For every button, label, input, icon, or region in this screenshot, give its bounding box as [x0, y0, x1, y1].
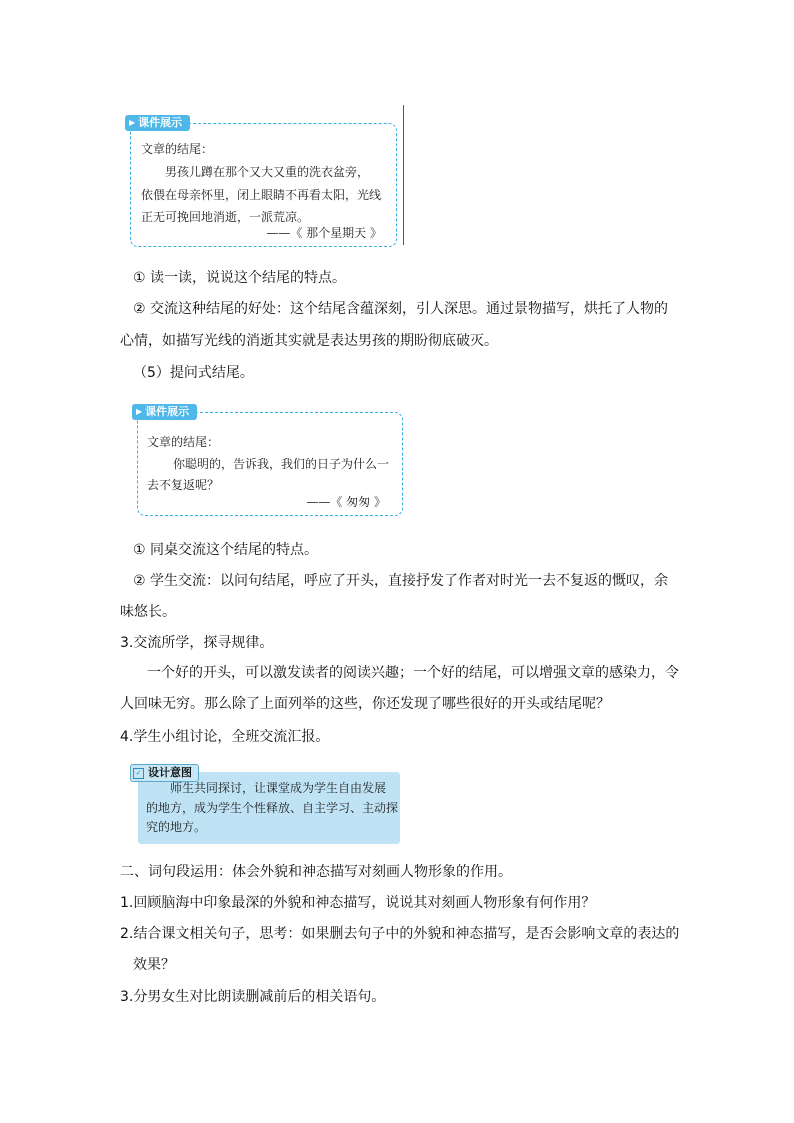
design-intent-tag-label: 设计意图	[148, 766, 192, 779]
box-line: 你聪明的，告诉我，我们的日子为什么一	[173, 457, 390, 471]
paragraph: 3.分男女生对比朗读删减前后的相关语句。	[120, 989, 386, 1005]
box-intro: 文章的结尾：	[147, 435, 220, 449]
paragraph: 一个好的开头，可以激发读者的阅读兴趣；一个好的结尾，可以增强文章的感染力，令	[147, 665, 679, 681]
paragraph: ② 交流这种结尾的好处：这个结尾含蕴深刻，引人深思。通过景物描写，烘托了人物的	[133, 301, 668, 317]
paragraph: 4.学生小组讨论，全班交流汇报。	[120, 729, 330, 745]
design-line: 师生共同探讨，让课堂成为学生自由发展	[170, 781, 387, 795]
checklist-icon: ✓	[133, 768, 144, 779]
paragraph: 2.结合课文相关句子，思考：如果删去句子中的外貌和神态描写，是否会影响文章的表达的	[120, 926, 680, 942]
margin-rule	[403, 105, 404, 245]
box-line: 男孩儿蹲在那个又大又重的洗衣盆旁，	[165, 165, 370, 179]
box-line: 正无可挽回地消逝，一派荒凉。	[141, 210, 310, 224]
courseware-box-2	[136, 405, 403, 516]
play-icon: ▶	[129, 118, 136, 127]
play-icon: ▶	[136, 407, 143, 416]
design-intent-box	[135, 766, 400, 844]
paragraph: 1.回顾脑海中印象最深的外貌和神态描写，说说其对刻画人物形象有何作用？	[120, 895, 596, 911]
box-line: 依偎在母亲怀里，闭上眼睛不再看太阳，光线	[141, 188, 382, 202]
courseware-box-1	[129, 116, 397, 247]
courseware-tag-label: 课件展示	[145, 405, 190, 418]
paragraph: （5）提问式结尾。	[133, 365, 254, 381]
design-line: 的地方，成为学生个性释放、自主学习、主动探	[146, 801, 399, 815]
courseware-tag	[132, 404, 197, 420]
paragraph: ② 学生交流：以问句结尾，呼应了开头，直接抒发了作者对时光一去不复返的慨叹，余	[133, 573, 668, 589]
paragraph: ① 同桌交流这个结尾的特点。	[133, 542, 319, 558]
paragraph: 心情，如描写光线的消逝其实就是表达男孩的期盼彻底破灭。	[120, 333, 498, 349]
box-intro: 文章的结尾：	[141, 142, 214, 156]
design-line: 究的地方。	[146, 820, 207, 834]
box-source: ——《 匆匆 》	[306, 495, 386, 509]
box-source: ——《 那个星期天 》	[266, 226, 382, 240]
paragraph: 味悠长。	[120, 604, 176, 620]
paragraph: 人回味无穷。那么除了上面列举的这些，你还发现了哪些很好的开头或结尾呢？	[120, 696, 610, 712]
paragraph: 效果？	[133, 957, 175, 973]
courseware-tag	[125, 115, 190, 131]
courseware-tag-label: 课件展示	[138, 116, 183, 129]
section-heading: 二、词句段运用：体会外貌和神态描写对刻画人物形象的作用。	[120, 864, 512, 880]
box-line: 去不复返呢？	[147, 478, 220, 492]
paragraph: 3.交流所学，探寻规律。	[120, 635, 274, 651]
paragraph: ① 读一读，说说这个结尾的特点。	[133, 270, 347, 286]
